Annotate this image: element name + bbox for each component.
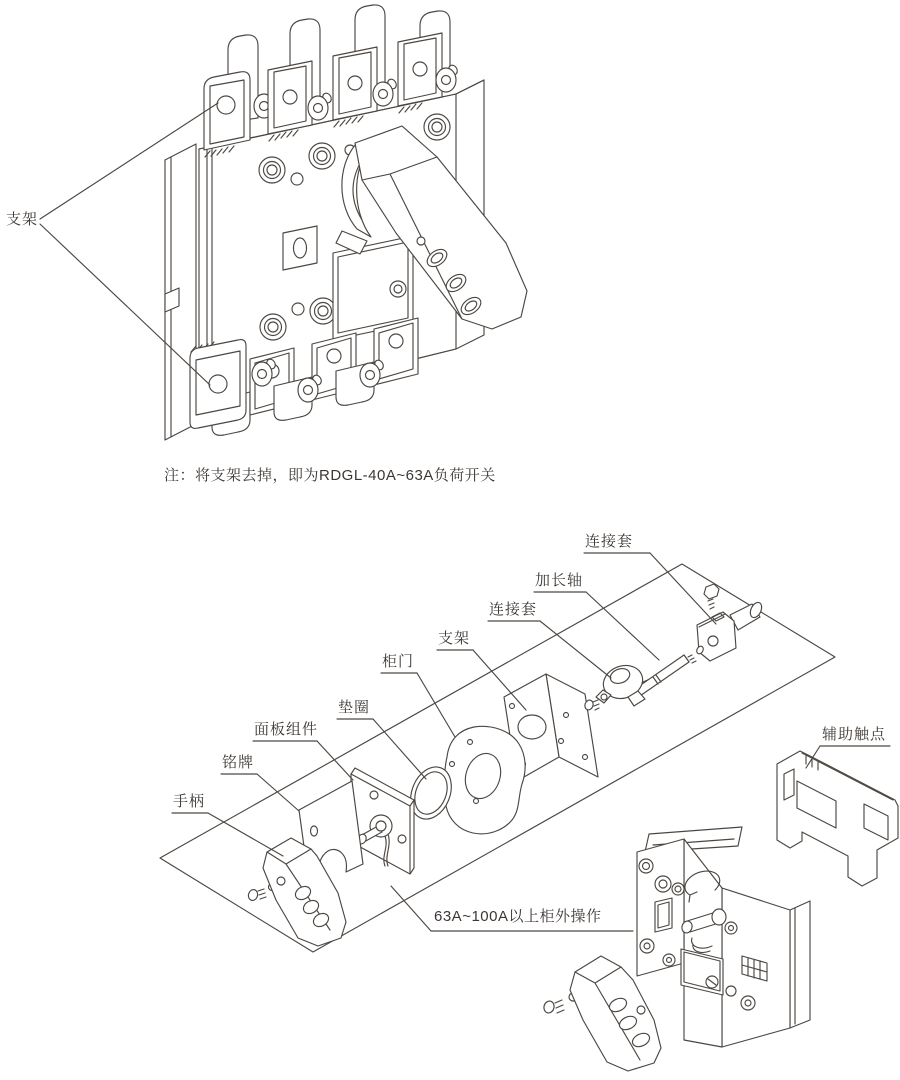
handle-part	[247, 838, 346, 946]
gasket-label: 垫圈	[338, 699, 371, 716]
connecting-sleeve-mid-label: 连接套	[489, 601, 538, 618]
bracket-label-exploded: 支架	[438, 630, 471, 647]
panel-assembly-label: 面板组件	[254, 721, 319, 738]
auxiliary-contact-label: 辅助触点	[822, 726, 887, 743]
figure-note: 注：将支架去掉，即为RDGL-40A~63A负荷开关	[164, 467, 496, 484]
bracket-bottom	[190, 340, 246, 429]
bracket-label-top-figure: 支架	[6, 211, 39, 228]
extension-shaft-label: 加长轴	[535, 572, 584, 589]
connecting-sleeve-top-part	[697, 584, 764, 661]
switch-mechanism-assembly	[543, 827, 810, 1071]
nameplate-label: 铭牌	[222, 754, 255, 771]
bracket-top	[204, 35, 258, 157]
auxiliary-contact-part	[777, 751, 898, 886]
cabinet-door-part	[444, 726, 525, 834]
handle-label: 手柄	[173, 793, 206, 810]
exploded-view-drawing	[160, 553, 898, 1071]
connecting-sleeve-top-label: 连接套	[585, 533, 634, 550]
exploded-caption: 63A~100A以上柜外操作	[434, 908, 602, 925]
cabinet-door-label: 柜门	[382, 653, 415, 670]
load-switch-drawing	[40, 5, 527, 440]
